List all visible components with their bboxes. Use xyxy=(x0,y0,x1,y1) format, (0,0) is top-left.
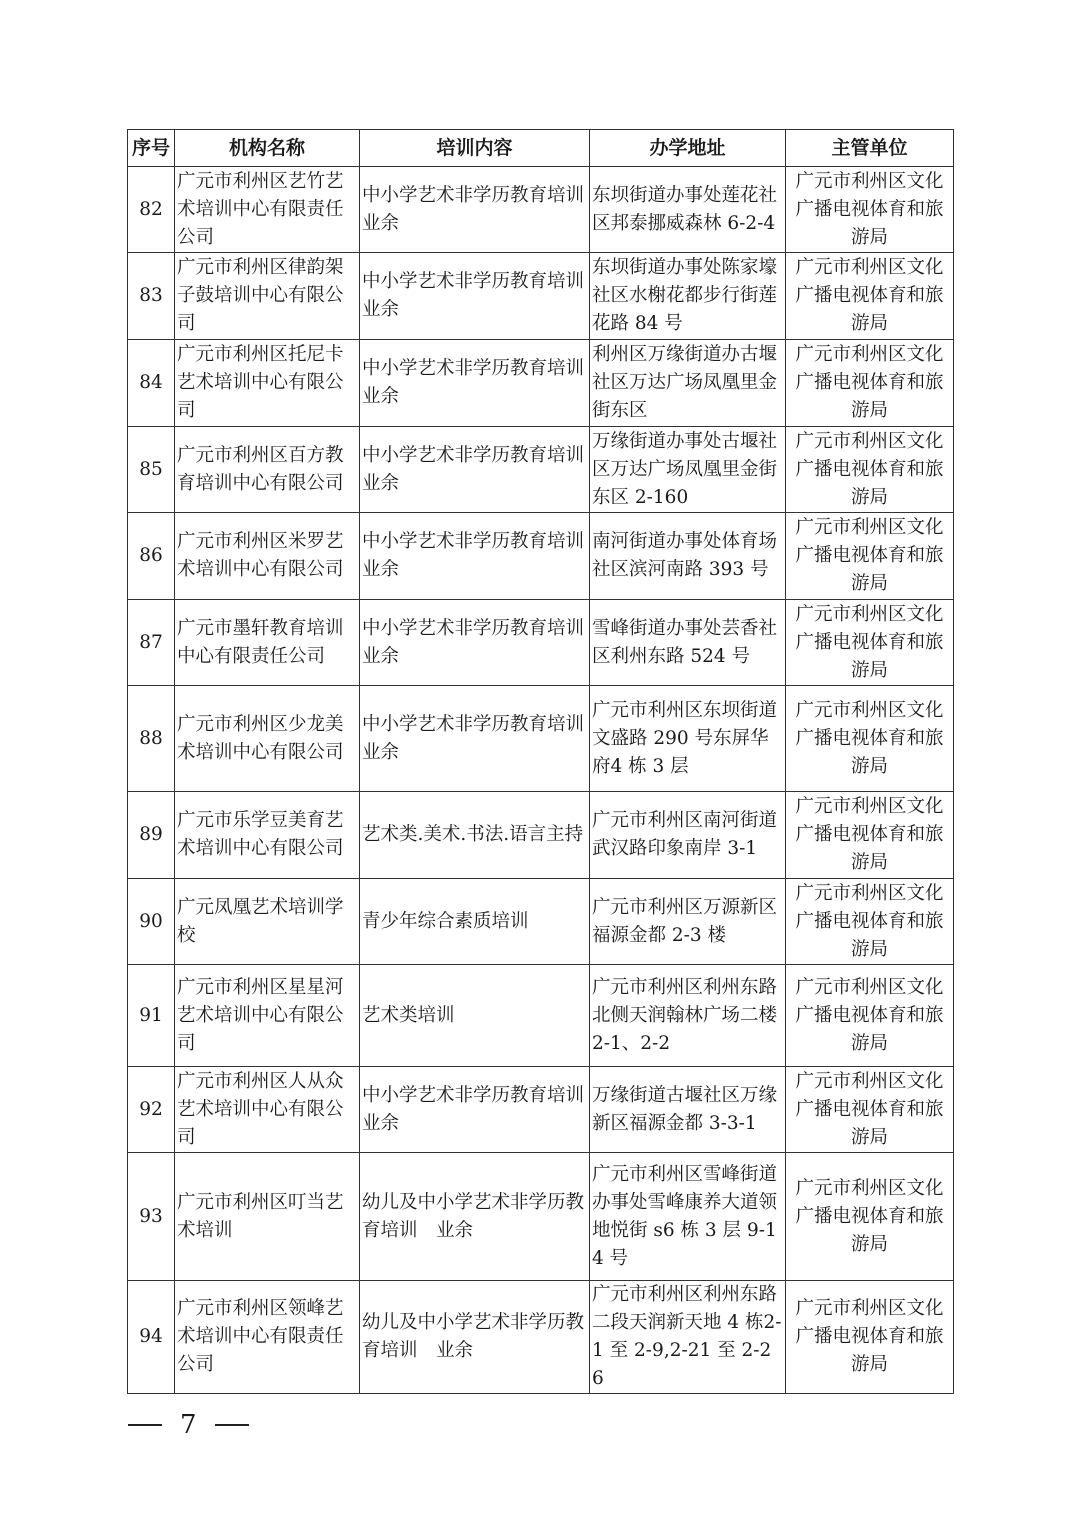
cell-address: 广元市利州区南河街道武汉路印象南岸 3-1 xyxy=(590,792,786,879)
cell-dept: 广元市利州区文化广播电视体育和旅游局 xyxy=(786,1153,954,1281)
table-row xyxy=(128,513,954,600)
cell-dept: 广元市利州区文化广播电视体育和旅游局 xyxy=(786,167,954,253)
cell-name: 广元市利州区人从众艺术培训中心有限公司 xyxy=(175,1067,360,1153)
cell-content: 艺术类培训 xyxy=(360,965,590,1067)
cell-address: 利州区万缘街道办古堰社区万达广场凤凰里金街东区 xyxy=(590,340,786,427)
table-row xyxy=(128,686,954,792)
table-row xyxy=(128,340,954,427)
table-row xyxy=(128,1281,954,1394)
table-row xyxy=(128,427,954,513)
cell-address: 万缘街道古堰社区万缘新区福源金都 3-3-1 xyxy=(590,1067,786,1153)
cell-content: 中小学艺术非学历教育培训业余 xyxy=(360,513,590,600)
table-row xyxy=(128,167,954,253)
header-content: 培训内容 xyxy=(360,130,590,167)
cell-seq: 86 xyxy=(128,513,175,600)
cell-seq: 94 xyxy=(128,1281,175,1394)
table-row xyxy=(128,879,954,965)
cell-address: 广元市利州区利州东路二段天润新天地 4 栋2-1 至 2-9,2-21 至 2-26 xyxy=(590,1281,786,1394)
cell-content: 幼儿及中小学艺术非学历教育培训 业余 xyxy=(360,1281,590,1394)
cell-seq: 85 xyxy=(128,427,175,513)
cell-name: 广元市利州区少龙美术培训中心有限公司 xyxy=(175,686,360,792)
table-row xyxy=(128,1153,954,1281)
cell-seq: 82 xyxy=(128,167,175,253)
page-footer xyxy=(128,1405,258,1445)
cell-name: 广元市利州区星星河艺术培训中心有限公司 xyxy=(175,965,360,1067)
institution-table xyxy=(127,129,954,1394)
cell-address: 广元市利州区东坝街道文盛路 290 号东屏华府4 栋 3 层 xyxy=(590,686,786,792)
cell-seq: 89 xyxy=(128,792,175,879)
header-seq: 序号 xyxy=(128,130,175,167)
cell-name: 广元凤凰艺术培训学校 xyxy=(175,879,360,965)
cell-seq: 83 xyxy=(128,253,175,340)
cell-seq: 91 xyxy=(128,965,175,1067)
cell-name: 广元市利州区托尼卡艺术培训中心有限公司 xyxy=(175,340,360,427)
cell-content: 中小学艺术非学历教育培训业余 xyxy=(360,167,590,253)
cell-name: 广元市利州区米罗艺术培训中心有限公司 xyxy=(175,513,360,600)
cell-name: 广元市利州区百方教育培训中心有限公司 xyxy=(175,427,360,513)
cell-dept: 广元市利州区文化广播电视体育和旅游局 xyxy=(786,513,954,600)
cell-seq: 92 xyxy=(128,1067,175,1153)
table-row xyxy=(128,600,954,686)
cell-content: 艺术类.美术.书法.语言主持 xyxy=(360,792,590,879)
table-header-row xyxy=(128,130,954,167)
cell-content: 中小学艺术非学历教育培训业余 xyxy=(360,1067,590,1153)
cell-dept: 广元市利州区文化广播电视体育和旅游局 xyxy=(786,253,954,340)
table-row xyxy=(128,965,954,1067)
table-row xyxy=(128,792,954,879)
table-row xyxy=(128,253,954,340)
cell-dept: 广元市利州区文化广播电视体育和旅游局 xyxy=(786,427,954,513)
cell-dept: 广元市利州区文化广播电视体育和旅游局 xyxy=(786,965,954,1067)
cell-address: 东坝街道办事处陈家壕社区水榭花都步行街莲花路 84 号 xyxy=(590,253,786,340)
cell-address: 南河街道办事处体育场社区滨河南路 393 号 xyxy=(590,513,786,600)
table-row xyxy=(128,1067,954,1153)
cell-dept: 广元市利州区文化广播电视体育和旅游局 xyxy=(786,686,954,792)
cell-content: 中小学艺术非学历教育培训业余 xyxy=(360,427,590,513)
cell-name: 广元市利州区叮当艺术培训 xyxy=(175,1153,360,1281)
header-address: 办学地址 xyxy=(590,130,786,167)
cell-address: 东坝街道办事处莲花社区邦泰挪威森林 6-2-4 xyxy=(590,167,786,253)
cell-address: 雪峰街道办事处芸香社区利州东路 524 号 xyxy=(590,600,786,686)
cell-name: 广元市墨轩教育培训中心有限责任公司 xyxy=(175,600,360,686)
header-dept: 主管单位 xyxy=(786,130,954,167)
footer-dash-right xyxy=(215,1424,249,1426)
cell-dept: 广元市利州区文化广播电视体育和旅游局 xyxy=(786,340,954,427)
cell-name: 广元市利州区艺竹艺术培训中心有限责任公司 xyxy=(175,167,360,253)
cell-seq: 88 xyxy=(128,686,175,792)
cell-content: 幼儿及中小学艺术非学历教育培训 业余 xyxy=(360,1153,590,1281)
cell-content: 中小学艺术非学历教育培训业余 xyxy=(360,340,590,427)
cell-seq: 84 xyxy=(128,340,175,427)
cell-seq: 90 xyxy=(128,879,175,965)
cell-address: 万缘街道办事处古堰社区万达广场凤凰里金街东区 2-160 xyxy=(590,427,786,513)
cell-dept: 广元市利州区文化广播电视体育和旅游局 xyxy=(786,792,954,879)
cell-dept: 广元市利州区文化广播电视体育和旅游局 xyxy=(786,1067,954,1153)
cell-address: 广元市利州区雪峰街道办事处雪峰康养大道领地悦街 s6 栋 3 层 9-14 号 xyxy=(590,1153,786,1281)
cell-content: 青少年综合素质培训 xyxy=(360,879,590,965)
cell-address: 广元市利州区万源新区福源金都 2-3 楼 xyxy=(590,879,786,965)
cell-content: 中小学艺术非学历教育培训业余 xyxy=(360,253,590,340)
cell-dept: 广元市利州区文化广播电视体育和旅游局 xyxy=(786,1281,954,1394)
cell-name: 广元市利州区律韵架子鼓培训中心有限公司 xyxy=(175,253,360,340)
footer-dash-left xyxy=(128,1424,162,1426)
cell-dept: 广元市利州区文化广播电视体育和旅游局 xyxy=(786,879,954,965)
cell-seq: 93 xyxy=(128,1153,175,1281)
page-number: 7 xyxy=(180,1410,197,1440)
header-name: 机构名称 xyxy=(175,130,360,167)
cell-name: 广元市利州区领峰艺术培训中心有限责任公司 xyxy=(175,1281,360,1394)
cell-name: 广元市乐学豆美育艺术培训中心有限公司 xyxy=(175,792,360,879)
cell-content: 中小学艺术非学历教育培训业余 xyxy=(360,686,590,792)
cell-dept: 广元市利州区文化广播电视体育和旅游局 xyxy=(786,600,954,686)
cell-seq: 87 xyxy=(128,600,175,686)
cell-content: 中小学艺术非学历教育培训业余 xyxy=(360,600,590,686)
cell-address: 广元市利州区利州东路北侧天润翰林广场二楼2-1、2-2 xyxy=(590,965,786,1067)
